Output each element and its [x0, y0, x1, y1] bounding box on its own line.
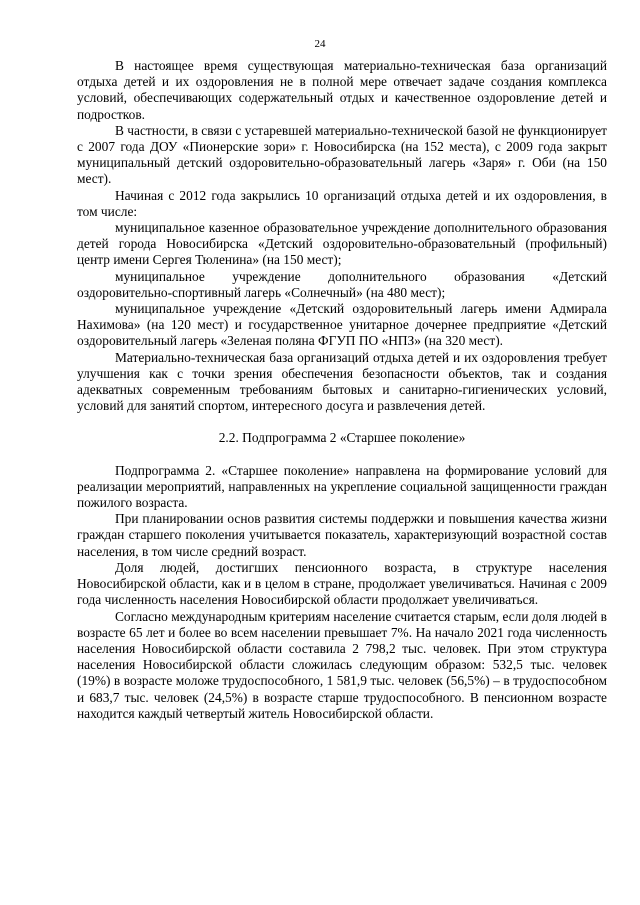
section-heading: 2.2. Подпрограмма 2 «Старшее поколение»	[218, 430, 466, 446]
paragraph-pension-age-share: Доля людей, достигших пенсионного возраста, в структуре населения Новосибирской области, как и в целом в стране, продолжает увеличиваться. Начиная с 2009 года численность населения Новосибирской области продолжает увеличиваться.	[77, 559, 607, 608]
paragraph-material-base: В настоящее время существующая материально-техническая база организаций отдыха детей и их оздоровления не в полной мере отвечает задаче создания комплекса условий, обеспечивающих содержательный отдых и качественное оздоровление детей и подростков.	[77, 58, 607, 122]
list-item-tyulenin-center: муниципальное казенное образовательное учреждение дополнительного образования детей города Новосибирска «Детский оздоровительно-образовательный (профильный) центр имени Сергея Тюленина» (на 150 мест);	[77, 220, 607, 268]
paragraph-closures-since-2012: Начиная с 2012 года закрылись 10 организаций отдыха детей и их оздоровления, в том числе:	[77, 187, 607, 219]
paragraph-subprogram-purpose: Подпрограмма 2. «Старшее поколение» направлена на формирование условий для реализации мероприятий, направленных на укрепление социальной защищенности граждан пожилого возраста.	[77, 462, 607, 511]
document-body	[77, 58, 607, 722]
page-number: 24	[314, 38, 326, 50]
list-item-solnechny-camp: муниципальное учреждение дополнительного образования «Детский оздоровительно-спортивный лагерь «Солнечный» (на 480 мест);	[77, 268, 607, 300]
list-item-nakhimov-camp: муниципальное учреждение «Детский оздоровительный лагерь имени Адмирала Нахимова» (на 120 мест) и государственное унитарное дочернее предприятие «Детский оздоровительный лагерь «Зеленая поляна ФГУП ПО «НПЗ» (на 320 мест).	[77, 301, 607, 349]
paragraph-closed-camps: В частности, в связи с устаревшей материально-технической базой не функционирует с 2007 года ДОУ «Пионерские зори» г. Новосибирска (на 152 места), с 2009 года закрыт муниципальный детский оздоровительно-образовательный лагерь «Заря» г. Оби (на 150 мест).	[77, 122, 607, 187]
paragraph-planning: При планировании основ развития системы поддержки и повышения качества жизни граждан старшего поколения учитывается показатель, характеризующий возрастной состав населения, в том числе средний возраст.	[77, 511, 607, 559]
paragraph-population-structure: Согласно международным критериям население считается старым, если доля людей в возрасте 65 лет и более во всем населении превышает 7%. На начало 2021 года численность населения Новосибирской области составила 2 798,2 тыс. человек. При этом структура населения Новосибирской области сложилась следующим образом: 532,5 тыс. человек (19%) в возрасте моложе трудоспособного, 1 581,9 тыс. человек (56,5%) – в трудоспособном и 683,7 тыс. человек (24,5%) в возрасте старше трудоспособного. В пенсионном возрасте находится каждый четвертый житель Новосибирской области.	[77, 608, 607, 721]
paragraph-improvement-needed: Материально-техническая база организаций отдыха детей и их оздоровления требует улучшения как с точки зрения обеспечения безопасности объектов, так и создания адекватных современным требованиям бытовых и санитарно-гигиенических условий, условий для занятий спортом, интересного досуга и развлечения детей.	[77, 349, 607, 414]
